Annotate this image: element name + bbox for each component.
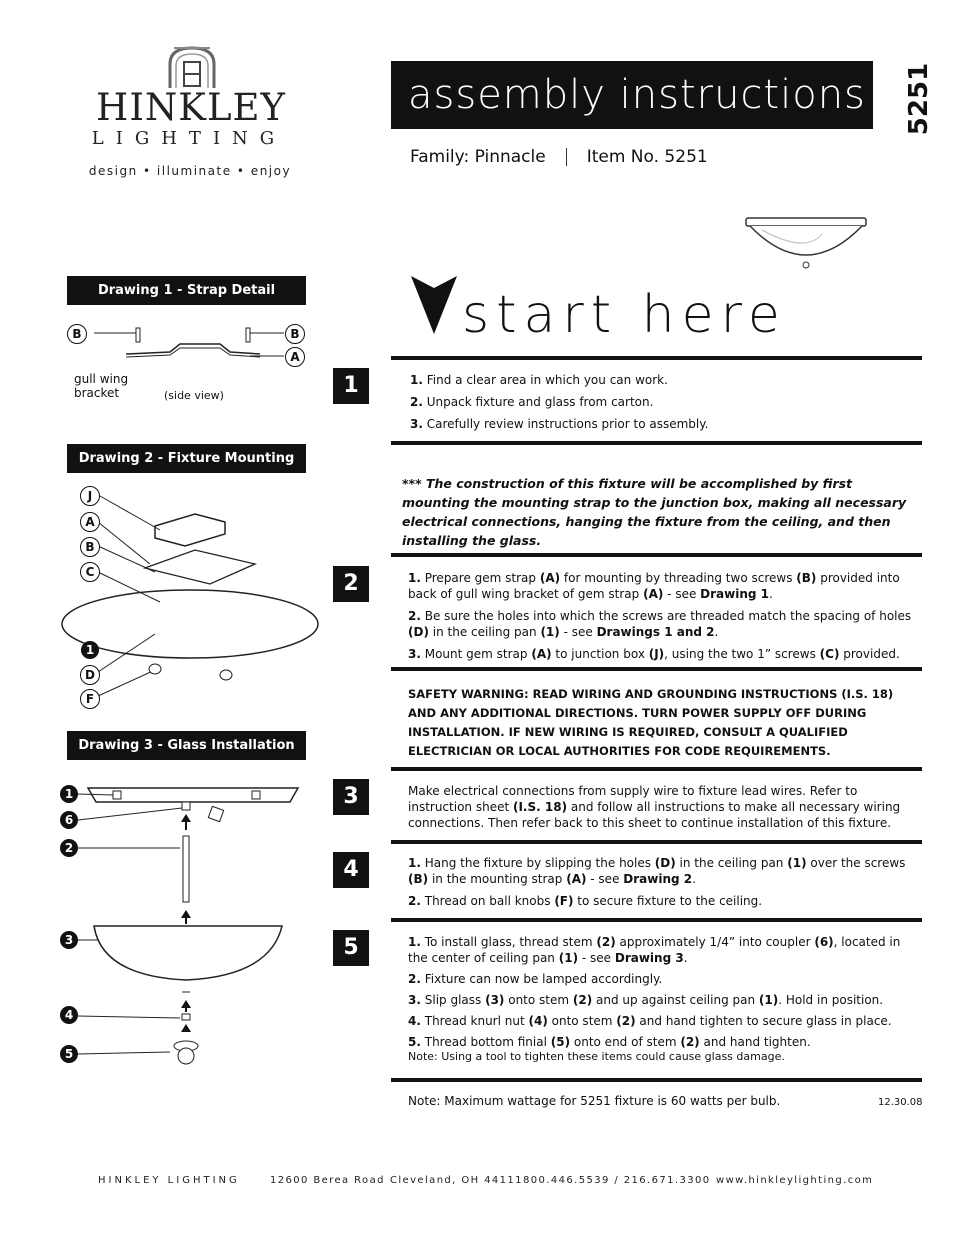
start-arrow-icon (411, 276, 457, 336)
start-here-heading: start here (462, 285, 787, 345)
footer-address: 12600 Berea Road (270, 1175, 385, 1186)
step-5-text: 1. To install glass, thread stem (2) approximately 1/4” into coupler (6), located in the center of ceiling pan (1) - see Drawing 3. 2. Fixture can now be lamped accordingly. 3. Slip glass (3) onto stem (2) and up against ceiling pan (1). Hold in position. 4. Thread knurl nut (4) onto stem (2) and hand tighten to secure glass in place. 5. Thread bottom finial (5) onto end of stem (2) and hand tighten. Note: Using a tool to tighten these items could cause glass damage. (408, 934, 916, 1064)
label-f: F (80, 689, 100, 709)
label-c: C (80, 562, 100, 582)
logo-sub: LIGHTING (91, 128, 287, 149)
step-3-text: Make electrical connections from supply wire to fixture lead wires. Refer to instruction sheet (I.S. 18) and follow all instructions to make all necessary wiring connections. Then refer back to this sheet to continue installation of this fixture. (408, 784, 901, 830)
label-b-right: B (285, 324, 305, 344)
divider (391, 553, 922, 557)
divider (391, 356, 922, 360)
divider (391, 441, 922, 445)
step-number-4: 4 (333, 852, 369, 888)
divider (391, 1078, 922, 1082)
drawing-2-title: Drawing 2 - Fixture Mounting (67, 444, 306, 473)
label-6: 6 (60, 811, 78, 829)
safety-warning: SAFETY WARNING: READ WIRING AND GROUNDING INSTRUCTIONS (I.S. 18) AND ANY ADDITIONAL DIRECTIONS. TURN POWER SUPPLY OFF DURING INSTALLATION. IF NEW WIRING IS REQUIRED, CONSULT A QUALIFIED ELECTRICIAN OR LOCAL AUTHORITIES FOR CODE REQUIREMENTS. (408, 687, 894, 758)
divider (391, 918, 922, 922)
wattage-note: Note: Maximum wattage for 5251 fixture is 60 watts per bulb. (408, 1094, 781, 1108)
family-line (410, 147, 708, 167)
glass-installation-drawing (60, 780, 320, 1080)
divider (391, 767, 922, 771)
label-4: 4 (60, 1006, 78, 1024)
label-b-left: B (67, 324, 87, 344)
divider (391, 667, 922, 671)
label-2: 2 (60, 839, 78, 857)
family-name: Family: Pinnacle (410, 147, 546, 167)
glass-note: Note: Using a tool to tighten these items could cause glass damage. (408, 1050, 785, 1063)
logo-emblem-icon (162, 44, 222, 90)
logo-brand: HINKLEY (96, 86, 286, 129)
drawing-3-title: Drawing 3 - Glass Installation (67, 731, 306, 760)
label-j: J (80, 486, 100, 506)
fixture-illustration (742, 214, 872, 274)
item-number-vertical: 5251 (904, 62, 934, 136)
step-number-1: 1 (333, 368, 369, 404)
footer-phone: 800.446.5539 / 216.671.3300 (523, 1175, 711, 1186)
logo-tagline: design • illuminate • enjoy (88, 164, 292, 178)
step-number-5: 5 (333, 930, 369, 966)
footer-company: HINKLEY LIGHTING (98, 1175, 240, 1186)
footer-city: Cleveland, OH 44111 (390, 1175, 523, 1186)
label-1: 1 (60, 785, 78, 803)
item-number: Item No. 5251 (586, 147, 708, 167)
label-b: B (80, 537, 100, 557)
bracket-label: bracket (74, 386, 120, 400)
footer-website: www.hinkleylighting.com (716, 1175, 874, 1186)
label-a: A (285, 347, 305, 367)
drawing-1-title: Drawing 1 - Strap Detail (67, 276, 306, 305)
step-number-3: 3 (333, 779, 369, 815)
label-a: A (80, 512, 100, 532)
label-1: 1 (81, 641, 99, 659)
label-d: D (80, 665, 100, 685)
step-number-2: 2 (333, 566, 369, 602)
gull-wing-label: gull wing (74, 372, 129, 386)
strap-detail-drawing (60, 318, 320, 368)
side-view-label: (side view) (164, 389, 224, 402)
page-title: assembly instructions (391, 61, 873, 129)
label-5: 5 (60, 1045, 78, 1063)
step-4-text: 1. Hang the fixture by slipping the holes (D) in the ceiling pan (1) over the screws (B) in the mounting strap (A) - see Drawing 2. 2. Thread on ball knobs (F) to secure fixture to the ceiling. (408, 856, 906, 908)
label-3: 3 (60, 931, 78, 949)
step-2-text: 1. Prepare gem strap (A) for mounting by threading two screws (B) provided into back of gull wing bracket of gem strap (A) - see Drawing 1. 2. Be sure the holes into which the screws are threaded match the spacing of holes (D) in the ceiling pan (1) - see Drawings 1 and 2. 3. Mount gem strap (A) to junction box (J), using the two 1” screws (C) provided. (408, 571, 912, 661)
step-1-text: 1. Find a clear area in which you can work. 2. Unpack fixture and glass from carton. 3. Carefully review instructions prior to assembly. (410, 373, 709, 431)
divider (391, 840, 922, 844)
intro-text: *** The construction of this fixture will be accomplished by first mounting the mounting strap to the junction box, making all necessary electrical connections, hanging the fixture from the ceiling, and then installing the glass. (402, 476, 907, 548)
revision-date: 12.30.08 (878, 1097, 923, 1108)
